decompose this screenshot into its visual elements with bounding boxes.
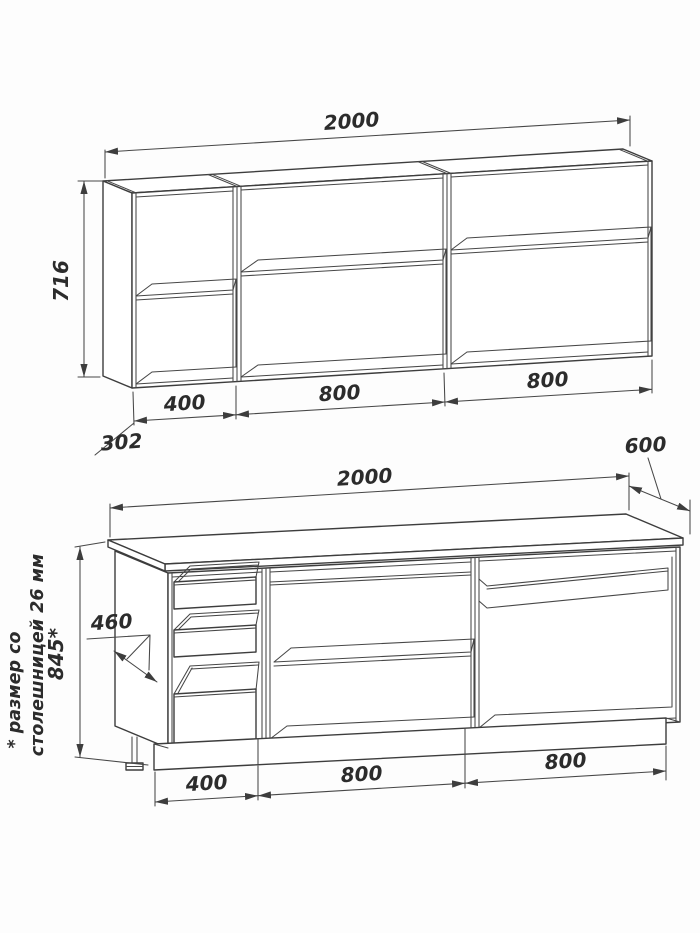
countertop-footnote [5, 554, 48, 756]
upper-section1-label: 400 [163, 389, 207, 417]
upper-cabinet-drawing [103, 149, 652, 388]
upper-left-side-panel [103, 181, 132, 388]
dim-upper-height [49, 181, 104, 377]
lower-width-label: 2000 [336, 463, 394, 491]
upper-width-label: 2000 [322, 107, 381, 135]
footnote-line1: * размер со [5, 631, 25, 749]
lower-section3-label: 800 [544, 747, 588, 775]
cabinet-leg [126, 737, 143, 770]
upper-height-label: 716 [49, 260, 73, 302]
upper-section2-label: 800 [318, 379, 362, 407]
drawer-stack [174, 562, 259, 744]
lower-left-side-panel [115, 551, 168, 748]
lower-depth-label: 600 [624, 431, 668, 459]
lower-section1-label: 400 [185, 769, 229, 797]
dim-upper-depth [95, 423, 143, 455]
upper-section3-label: 800 [526, 366, 570, 394]
lower-section2-label: 800 [340, 760, 384, 788]
lower-height-label: 845* [44, 627, 68, 681]
upper-depth-label: 302 [99, 428, 144, 456]
footnote-line2: столешницей 26 мм [28, 553, 48, 757]
upper-front-face [132, 161, 652, 388]
lower-cabinet-drawing [108, 514, 683, 770]
drawer-depth-label: 460 [90, 608, 134, 636]
